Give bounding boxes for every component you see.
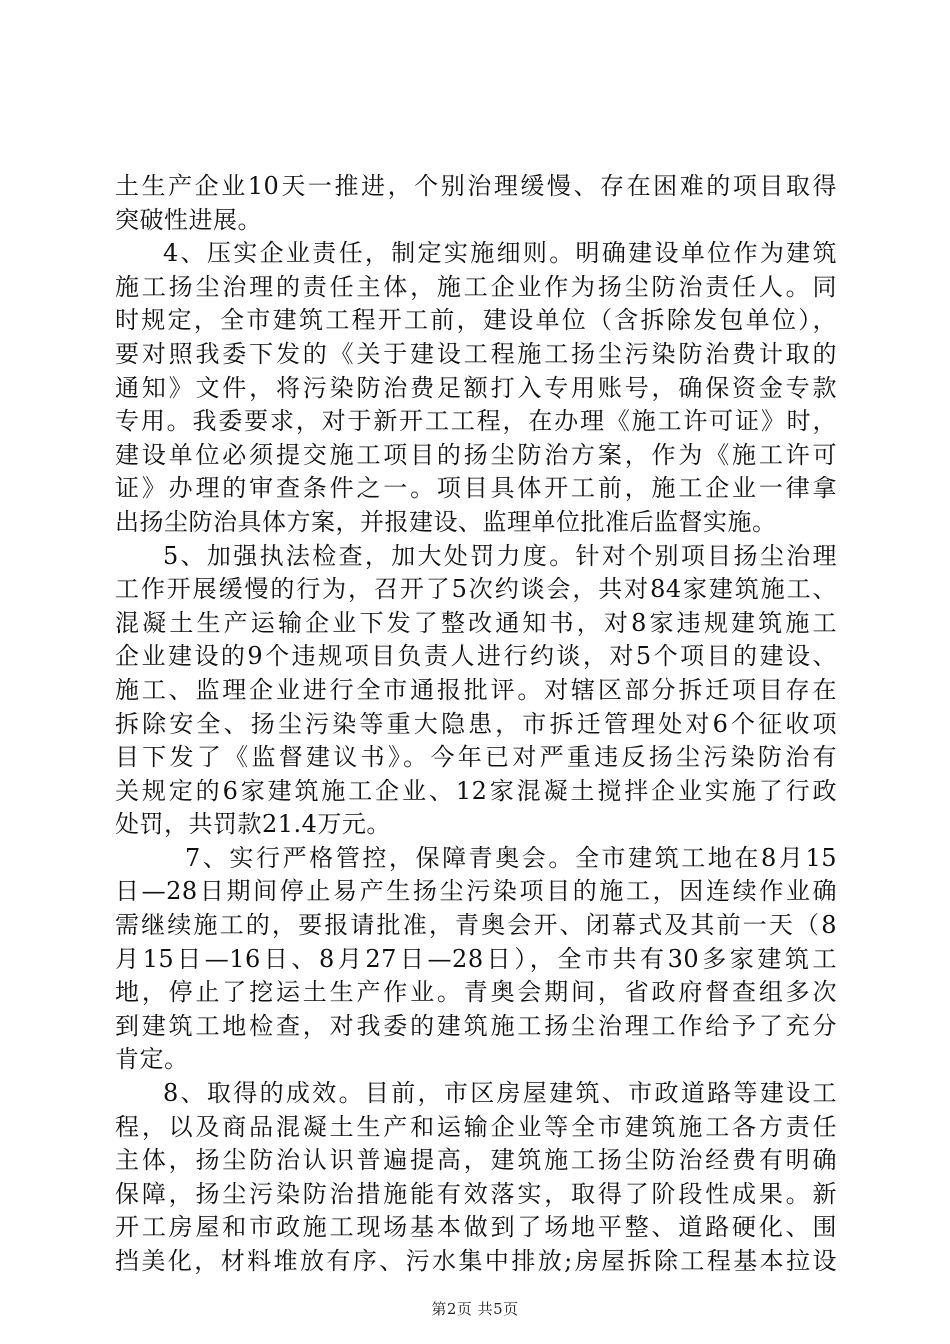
text-line: 需继续施工的，要报请批准，青奥会开、闭幕式及其前一天（8	[115, 911, 837, 940]
text-line: 突破性进展。	[115, 205, 262, 234]
document-body	[115, 170, 837, 1279]
text-line: 到建筑工地检查，对我委的建筑施工扬尘治理工作给予了充分	[115, 1011, 837, 1040]
text-line: 目下发了《监督建议书》。今年已对严重违反扬尘污染防治有	[115, 743, 837, 772]
text-line: 挡美化，材料堆放有序、污水集中排放;房屋拆除工程基本拉设	[115, 1247, 837, 1275]
text-line: 要对照我委下发的《关于建设工程施工扬尘污染防治费计取的	[115, 339, 837, 368]
text-line: 开工房屋和市政施工现场基本做到了场地平整、道路硬化、围	[115, 1213, 837, 1242]
text-line: 专用。我委要求，对于新开工工程，在办理《施工许可证》时，	[115, 407, 837, 436]
text-line: 4、压实企业责任，制定实施细则。明确建设单位作为建筑	[163, 239, 837, 268]
text-line: 工作开展缓慢的行为，召开了5次约谈会，共对84家建筑施工、	[115, 575, 837, 604]
text-line: 施工、监理企业进行全市通报批评。对辖区部分拆迁项目存在	[115, 675, 837, 704]
text-line: 地，停止了挖运土生产作业。青奥会期间，省政府督查组多次	[115, 978, 837, 1007]
text-line: 5、加强执法检查，加大处罚力度。针对个别项目扬尘治理	[163, 541, 837, 570]
text-line: 处罚，共罚款21.4万元。	[115, 810, 391, 839]
text-line: 拆除安全、扬尘污染等重大隐患，市拆迁管理处对6个征收项	[115, 709, 837, 738]
text-line: 主体，扬尘防治认识普遍提高，建筑施工扬尘防治经费有明确	[115, 1146, 837, 1175]
text-line: 建设单位必须提交施工项目的扬尘防治方案，作为《施工许可	[115, 440, 837, 469]
page-footer: 第2页 共5页	[431, 1300, 519, 1318]
text-line: 保障，扬尘污染防治措施能有效落实，取得了阶段性成果。新	[115, 1179, 837, 1208]
text-line: 7、实行严格管控，保障青奥会。全市建筑工地在8月15	[185, 843, 837, 872]
text-line: 关规定的6家建筑施工企业、12家混凝土搅拌企业实施了行政	[115, 776, 837, 805]
text-line: 时规定，全市建筑工程开工前，建设单位（含拆除发包单位），	[115, 306, 837, 335]
text-line: 8、取得的成效。目前，市区房屋建筑、市政道路等建设工	[163, 1079, 837, 1108]
text-line: 通知》文件，将污染防治费足额打入专用账号，确保资金专款	[115, 373, 837, 402]
text-line: 混凝土生产运输企业下发了整改通知书，对8家违规建筑施工	[115, 608, 837, 637]
text-line: 出扬尘防治具体方案，并报建设、监理单位批准后监督实施。	[115, 507, 777, 536]
text-line: 证》办理的审查条件之一。项目具体开工前，施工企业一律拿	[115, 474, 837, 503]
text-line: 肯定。	[115, 1045, 189, 1074]
text-line: 月15日—16日、8月27日—28日），全市共有30多家建筑工	[115, 944, 837, 973]
text-line: 日—28日期间停止易产生扬尘污染项目的施工，因连续作业确	[115, 877, 837, 906]
text-line: 土生产企业10天一推进，个别治理缓慢、存在困难的项目取得	[115, 172, 837, 200]
text-line: 企业建设的9个违规项目负责人进行约谈，对5个项目的建设、	[115, 642, 837, 671]
text-line: 程，以及商品混凝土生产和运输企业等全市建筑施工各方责任	[115, 1112, 837, 1141]
text-line: 施工扬尘治理的责任主体，施工企业作为扬尘防治责任人。同	[115, 272, 837, 301]
